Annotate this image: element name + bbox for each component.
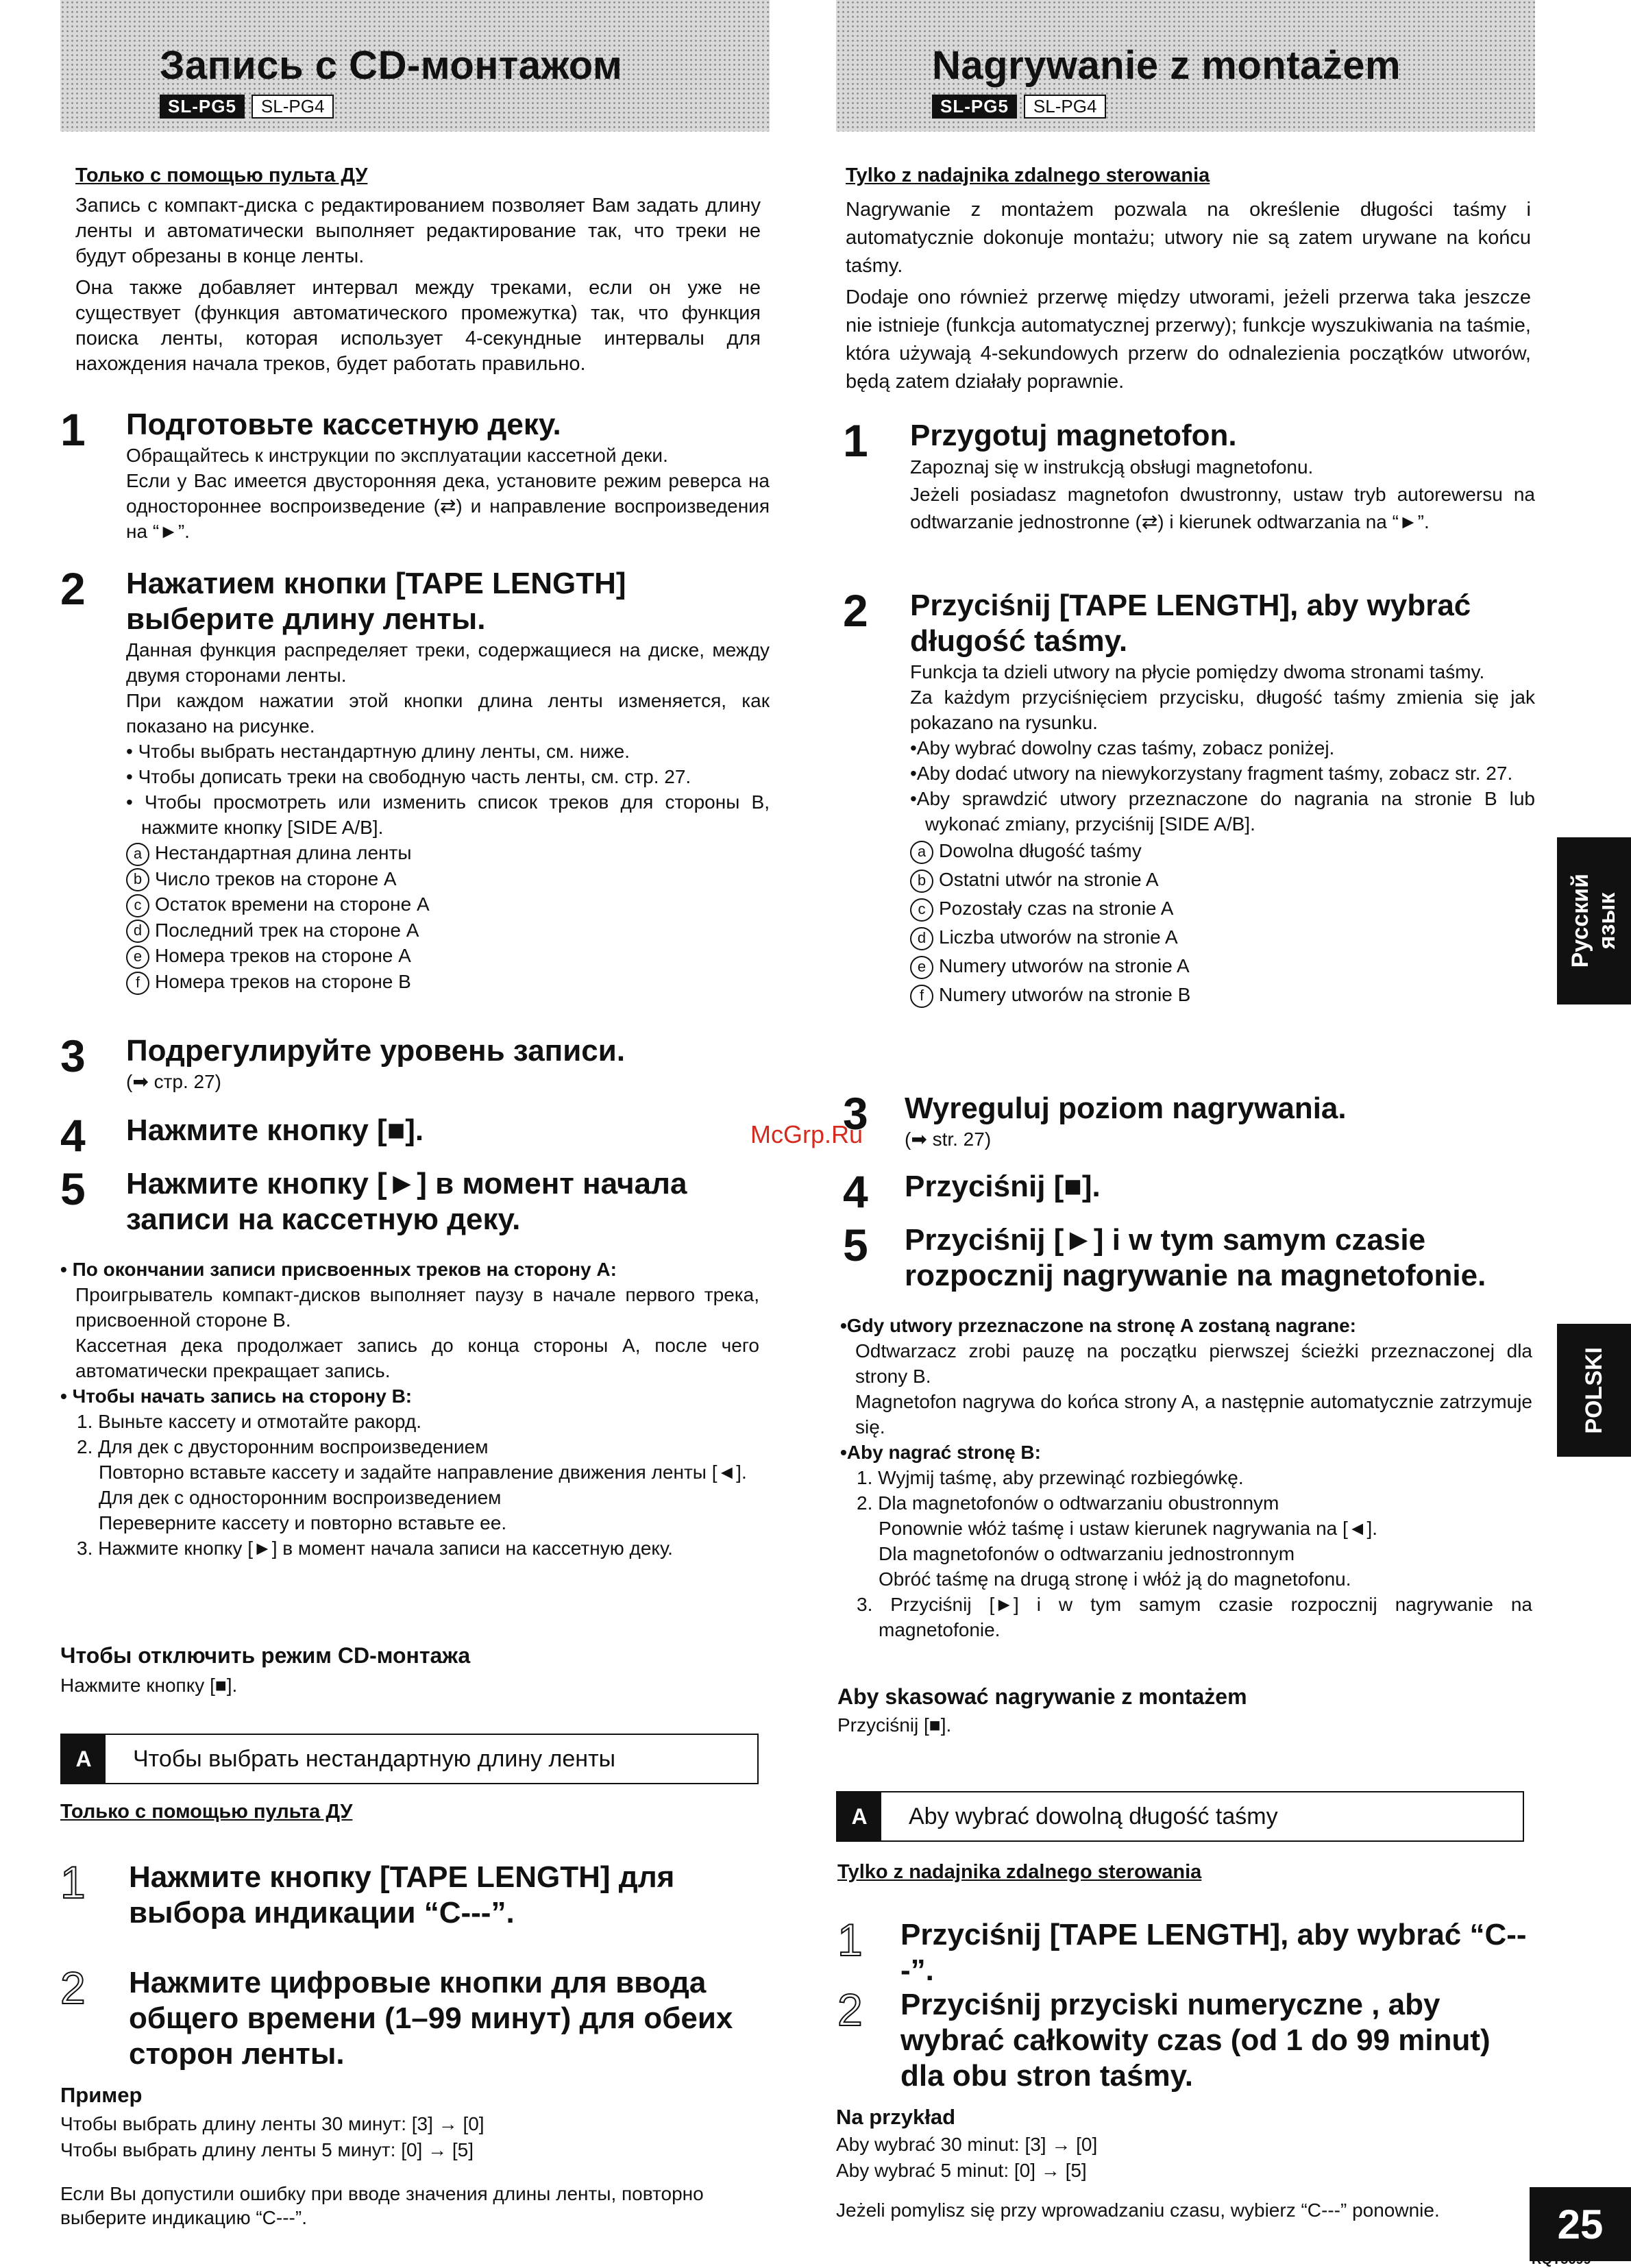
step-text: Za każdym przyciśnięciem przycisku, długość taśmy zmienia się jak pokazano na rysunku. — [910, 687, 1535, 733]
language-tab-label: Русский язык — [1567, 874, 1620, 968]
note-list-text: Для дек с односторонним воспроизведением — [99, 1487, 502, 1508]
step-number: 2 — [60, 563, 86, 614]
note-list-text: Obróć taśmę na drugą stronę i włóż ją do magnetofonu. — [879, 1568, 1351, 1590]
step-4 — [836, 1166, 1535, 1217]
legend-text: Номера треков на стороне A — [155, 945, 411, 967]
russian-column — [60, 0, 770, 2261]
section-title: Чтобы выбрать нестандартную длину ленты — [133, 1745, 616, 1772]
step-number: 3 — [60, 1031, 86, 1081]
legend-item — [910, 981, 1535, 1009]
example-line: Aby wybrać 30 minut: [3] → [0] — [836, 2134, 1098, 2155]
remote-only-note: Tylko z nadajnika zdalnego sterowania — [846, 164, 1210, 186]
step-5 — [60, 1163, 770, 1237]
step-body — [910, 659, 1535, 1009]
remote-only-note: Только с помощью пульта ДУ — [75, 164, 368, 186]
page-title: Запись с CD-монтажом — [160, 43, 623, 88]
note-list-item: 3. Przyciśnij [►] i w tym samym czasie rozpocznij nagrywanie na magnetofonie. — [857, 1594, 1532, 1640]
document-code: RQT5699 — [1532, 2252, 1591, 2267]
step-number: 2 — [843, 585, 868, 636]
step-title: Przyciśnij [TAPE LENGTH], aby wybrać długość taśmy. — [910, 589, 1471, 658]
language-tab-polish — [1557, 1324, 1631, 1457]
legend-item — [910, 923, 1535, 952]
example-line: Чтобы выбрать длину ленты 5 минут: [0] → [5] — [60, 2139, 474, 2160]
language-tab-russian — [1557, 837, 1631, 1004]
legend-text: Ostatni utwór na stronie A — [939, 869, 1159, 890]
step-number: 1 — [60, 1857, 86, 1908]
legend-item — [126, 891, 770, 917]
circled-letter-c: c — [126, 894, 149, 917]
bullet-item: •Aby wybrać dowolny czas taśmy, zobacz poniżej. — [910, 737, 1335, 759]
step-ref: (➡ str. 27) — [905, 1129, 992, 1150]
circled-letter-e: e — [126, 946, 149, 969]
step-number: 2 — [837, 1984, 863, 2035]
model-badge-pg5: SL-PG5 — [160, 95, 245, 119]
legend-text: Последний трек на стороне A — [155, 919, 419, 941]
legend-text: Liczba utworów na stronie A — [939, 926, 1178, 948]
note-list-text: Dla magnetofonów o odtwarzaniu jednostronnym — [879, 1543, 1295, 1564]
step-1 — [836, 415, 1535, 536]
step-title: Нажмите кнопку [TAPE LENGTH] для выбора индикации “C---”. — [129, 1860, 675, 1930]
step-text: Данная функция распределяет треки, содержащиеся на диске, между двумя сторонами ленты. — [126, 639, 770, 686]
page-title: Nagrywanie z montażem — [932, 43, 1401, 88]
step-title: Przygotuj magnetofon. — [910, 419, 1237, 452]
bullet-item: • Чтобы выбрать нестандартную длину ленты, см. ниже. — [126, 741, 630, 762]
note-list-item: 2. Для дек с двусторонним воспроизведением — [77, 1436, 489, 1457]
step-4 — [60, 1110, 770, 1161]
substep-2 — [60, 1962, 770, 2072]
bullet-item: • Чтобы дописать треки на свободную часть ленты, см. стр. 27. — [126, 766, 691, 787]
step-title: Нажмите кнопку [►] в момент начала записи на кассетную деку. — [126, 1167, 687, 1236]
bullet-item: •Aby dodać utwory na niewykorzystany fragment taśmy, zobacz str. 27. — [910, 763, 1513, 784]
language-tab-label: POLSKI — [1580, 1346, 1607, 1434]
note-text: Magnetofon nagrywa do końca strony A, a następnie automatycznie zatrzymuje się. — [855, 1391, 1532, 1438]
note-list-item: 2. Dla magnetofonów o odtwarzaniu obustronnym — [857, 1492, 1279, 1514]
note-text: Проигрыватель компакт-дисков выполняет паузу в начале первого трека, присвоенной стороне B. — [75, 1284, 759, 1331]
step-text: Если у Вас имеется двусторонняя дека, установите режим реверса на одностороннее воспроизведение (⇄) и направление воспроизведения на “►”. — [126, 470, 770, 542]
step-text: Funkcja ta dzieli utwory na płycie pomiędzy dwoma stronami taśmy. — [910, 661, 1485, 682]
circled-letter-a: a — [126, 843, 149, 866]
after-notes — [840, 1313, 1532, 1642]
error-note: Jeżeli pomylisz się przy wprowadzaniu czasu, wybierz “C---” ponownie. — [836, 2199, 1440, 2221]
note-heading: •Gdy utwory przeznaczone na stronę A zostaną nagrane: — [840, 1315, 1356, 1336]
intro-paragraph-2: Она также добавляет интервал между треками, если он уже не существует (функция автоматического промежутка) так, что функция поиска ленты, которая использует 4-секундные интервалы для нахождения начала треков, будет работать правильно. — [75, 277, 761, 375]
step-title: Przyciśnij [►] i w tym samym czasie rozpocznij nagrywanie na magnetofonie. — [905, 1223, 1486, 1292]
step-number: 4 — [60, 1110, 86, 1161]
note-list-text: Повторно вставьте кассету и задайте направление движения ленты [◄]. — [99, 1462, 747, 1483]
cancel-text: Przyciśnij [■]. — [837, 1714, 952, 1736]
legend-item — [910, 865, 1535, 894]
legend-item — [126, 943, 770, 969]
step-number: 5 — [843, 1220, 868, 1270]
step-text: Обращайтесь к инструкции по эксплуатации кассетной деки. — [126, 445, 668, 466]
remote-only-note: Только с помощью пульта ДУ — [60, 1801, 353, 1823]
circled-letter-a: a — [910, 841, 933, 864]
remote-only-note: Tylko z nadajnika zdalnego sterowania — [837, 1861, 1202, 1883]
note-list-item: 1. Wyjmij taśmę, aby przewinąć rozbiegówkę. — [857, 1467, 1244, 1488]
step-3 — [836, 1088, 1535, 1152]
cancel-heading: Чтобы отключить режим CD-монтажа — [60, 1643, 471, 1668]
cancel-text: Нажмите кнопку [■]. — [60, 1675, 238, 1696]
note-text: Кассетная дека продолжает запись до конца стороны A, после чего автоматически прекращает запись. — [75, 1335, 759, 1381]
circled-letter-c: c — [910, 898, 933, 922]
legend-item — [910, 952, 1535, 981]
circled-letter-b: b — [910, 870, 933, 893]
legend-text: Нестандартная длина ленты — [155, 842, 412, 863]
note-list-text: Переверните кассету и повторно вставьте ее. — [99, 1512, 507, 1533]
legend-item — [126, 866, 770, 892]
step-title: Wyreguluj poziom nagrywania. — [905, 1092, 1347, 1125]
note-list-text: Ponownie włóż taśmę i ustaw kierunek nagrywania na [◄]. — [879, 1518, 1378, 1539]
step-body — [126, 443, 770, 544]
watermark: McGrp.Ru — [750, 1120, 863, 1148]
note-text: Odtwarzacz zrobi pauzę na początku pierwszej ścieżki przeznaczonej dla strony B. — [855, 1340, 1532, 1387]
cancel-heading: Aby skasować nagrywanie z montażem — [837, 1684, 1247, 1709]
legend-text: Numery utworów na stronie B — [939, 984, 1191, 1005]
intro-paragraph-2: Dodaje ono również przerwę między utworami, jeżeli przerwa taka jeszcze nie istnieje (funkcja automatycznej przerwy); funkcje wyszukiwania na taśmie, która używają 4-sekundowych przerw do odnalezienia początków utworów, będą zatem działały poprawnie. — [846, 286, 1531, 393]
section-a-header — [60, 1734, 759, 1784]
note-heading: • По окончании записи присвоенных треков на сторону A: — [60, 1259, 617, 1280]
example-line: Чтобы выбрать длину ленты 30 минут: [3] → [0] — [60, 2113, 485, 2134]
note-list-item: 3. Нажмите кнопку [►] в момент начала записи на кассетную деку. — [77, 1538, 673, 1559]
note-heading: •Aby nagrać stronę B: — [840, 1442, 1041, 1463]
legend-text: Numery utworów na stronie A — [939, 955, 1190, 976]
step-3 — [60, 1033, 770, 1094]
legend-text: Номера треков на стороне B — [155, 971, 411, 993]
step-title: Przyciśnij [TAPE LENGTH], aby wybrać “C---”. — [900, 1918, 1527, 1987]
model-badge-pg4: SL-PG4 — [252, 95, 334, 119]
bullet-item: • Чтобы просмотреть или изменить список треков для стороны B, нажмите кнопку [SIDE A/B]. — [126, 791, 770, 838]
after-notes — [60, 1257, 759, 1561]
legend-item — [910, 837, 1535, 865]
step-text: Zapoznaj się w instrukcją obsługi magnetofonu. — [910, 456, 1314, 478]
legend-text: Pozostały czas na stronie A — [939, 898, 1174, 919]
step-2 — [836, 585, 1535, 1009]
circled-letter-d: d — [126, 920, 149, 943]
page-number: 25 — [1530, 2187, 1631, 2261]
substep-1 — [60, 1857, 770, 1931]
section-letter: A — [62, 1735, 106, 1783]
step-number: 4 — [843, 1166, 868, 1217]
step-title: Нажмите цифровые кнопки для ввода общего времени (1–99 минут) для обеих сторон ленты. — [129, 1966, 733, 2071]
step-text: Jeżeli posiadasz magnetofon dwustronny, ustaw tryb autorewersu na odtwarzanie jednostronne (⇄) i kierunek odtwarzania na “►”. — [910, 484, 1535, 532]
step-title: Нажатием кнопки [TAPE LENGTH] выберите длину ленты. — [126, 567, 626, 636]
legend-item — [126, 840, 770, 866]
step-number: 2 — [60, 1962, 86, 2013]
legend-text: Число треков на стороне A — [155, 867, 397, 889]
substep-1 — [836, 1914, 1535, 1988]
model-badge-pg4: SL-PG4 — [1024, 95, 1107, 119]
legend-text: Остаток времени на стороне A — [155, 893, 430, 915]
note-heading: • Чтобы начать запись на сторону B: — [60, 1385, 413, 1407]
step-title: Нажмите кнопку [■]. — [126, 1113, 424, 1147]
circled-letter-f: f — [126, 972, 149, 995]
circled-letter-f: f — [910, 985, 933, 1008]
step-1 — [60, 404, 770, 544]
legend-item — [126, 917, 770, 944]
step-5 — [836, 1222, 1535, 1294]
example-line: Aby wybrać 5 minut: [0] → [5] — [836, 2160, 1087, 2181]
step-number: 1 — [60, 404, 86, 455]
step-number: 5 — [60, 1163, 86, 1214]
step-body — [126, 637, 770, 995]
model-badge-pg5: SL-PG5 — [932, 95, 1017, 119]
polish-column — [836, 0, 1535, 2261]
step-number: 1 — [843, 415, 868, 466]
substep-2 — [836, 1984, 1535, 2094]
step-number: 3 — [843, 1088, 868, 1139]
error-note: Если Вы допустили ошибку при вводе значения длины ленты, повторно выберите индикацию “C---”. — [60, 2183, 704, 2228]
bullet-item: •Aby sprawdzić utwory przeznaczone do nagrania na stronie B lub wykonać zmiany, przyciśnij [SIDE A/B]. — [910, 788, 1535, 835]
step-title: Przyciśnij przyciski numeryczne , aby wybrać całkowity czas (od 1 do 99 minut) dla obu stron taśmy. — [900, 1988, 1491, 2093]
intro-paragraph: Nagrywanie z montażem pozwala na określenie długości taśmy i automatycznie dokonuje montażu; utwory nie są zatem urywane na końcu taśmy. — [846, 199, 1531, 277]
step-title: Подрегулируйте уровень записи. — [126, 1034, 626, 1068]
step-title: Подготовьте кассетную деку. — [126, 408, 561, 441]
step-2 — [60, 563, 770, 995]
legend-item — [126, 969, 770, 995]
legend-text: Dowolna długość taśmy — [939, 840, 1142, 861]
intro-paragraph: Запись с компакт-диска с редактированием позволяет Вам задать длину ленты и автоматически выполняет редактирование так, что треки не будут обрезаны в конце ленты. — [75, 195, 761, 267]
circled-letter-d: d — [910, 927, 933, 950]
step-text: При каждом нажатии этой кнопки длина ленты изменяется, как показано на рисунке. — [126, 690, 770, 737]
example-heading: Пример — [60, 2083, 143, 2107]
step-body — [910, 454, 1535, 536]
step-ref: (➡ стр. 27) — [126, 1071, 221, 1092]
circled-letter-b: b — [126, 868, 149, 891]
section-a-header — [836, 1791, 1524, 1842]
circled-letter-e: e — [910, 956, 933, 979]
note-list-item: 1. Выньте кассету и отмотайте ракорд. — [77, 1411, 421, 1432]
legend-item — [910, 894, 1535, 923]
section-letter: A — [837, 1792, 881, 1840]
step-title: Przyciśnij [■]. — [905, 1170, 1101, 1203]
section-title: Aby wybrać dowolną długość taśmy — [909, 1803, 1278, 1829]
step-number: 1 — [837, 1914, 863, 1965]
example-heading: Na przykład — [836, 2105, 956, 2129]
